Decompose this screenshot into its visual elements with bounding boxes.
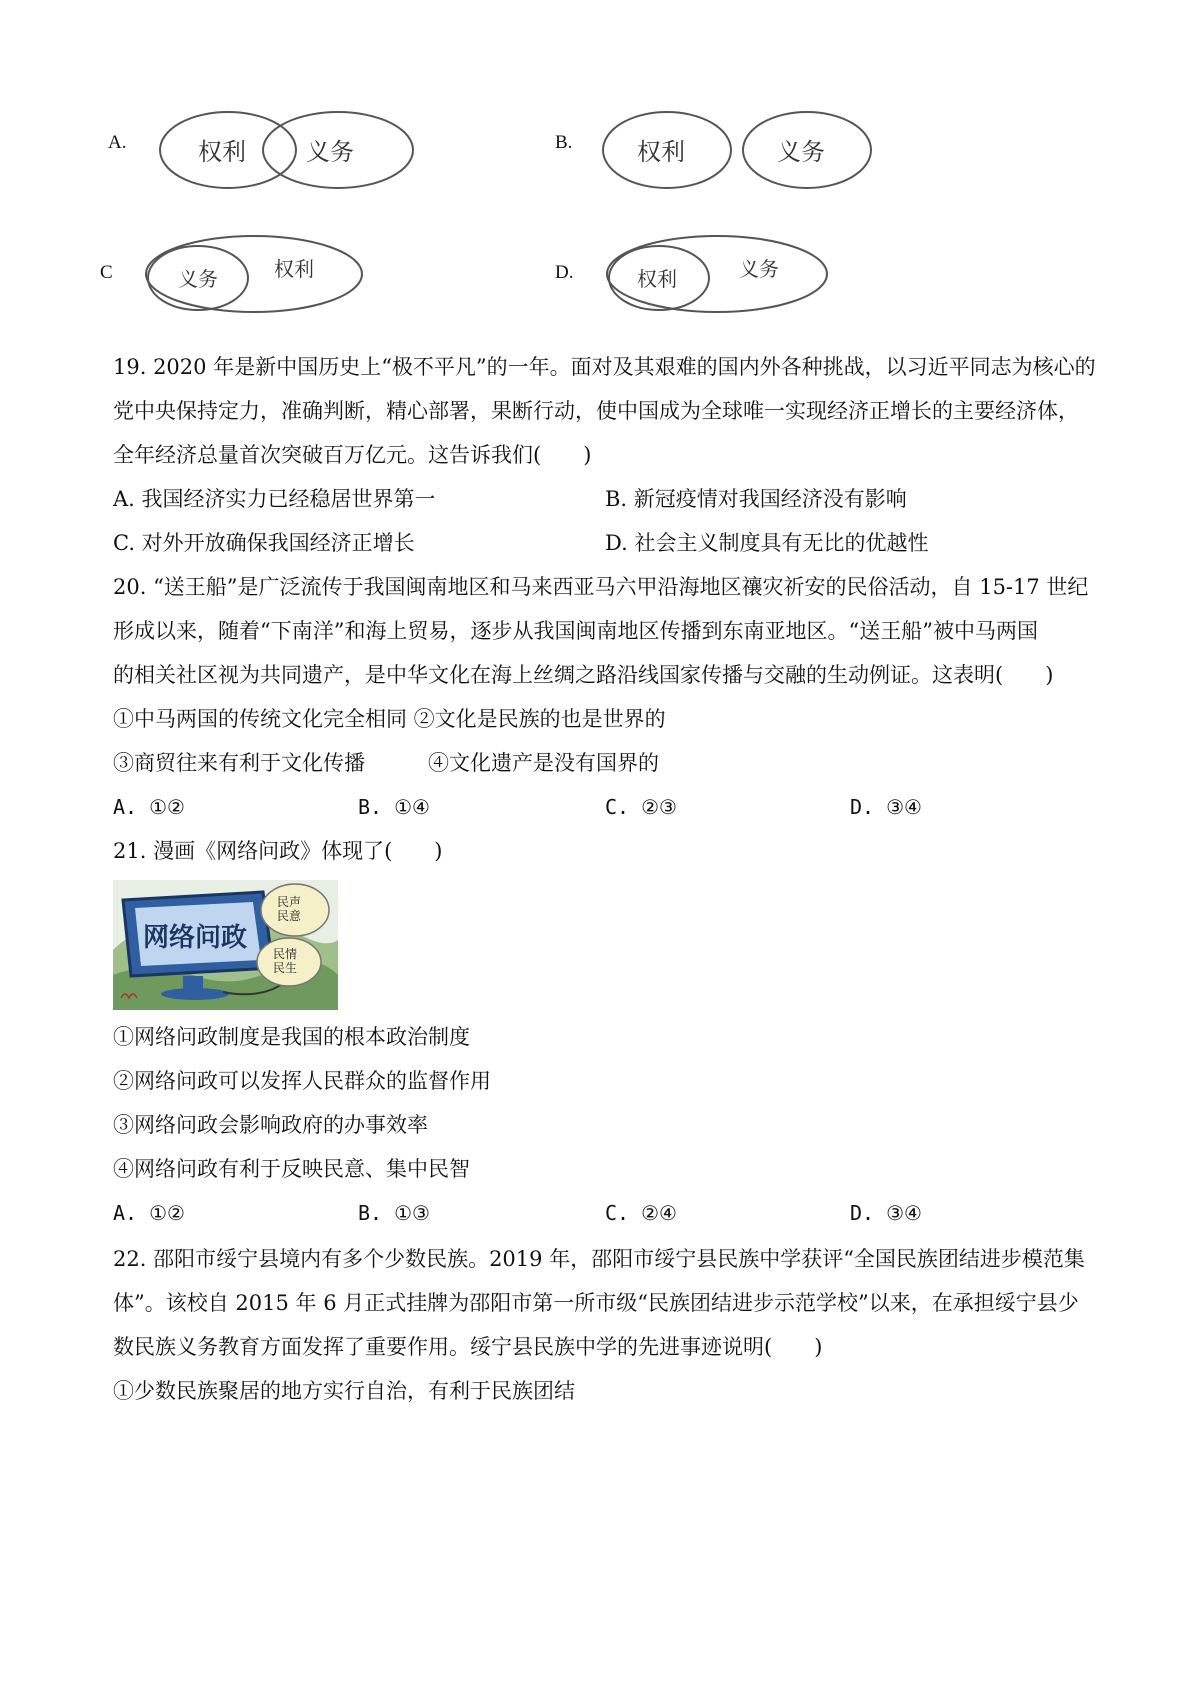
cartoon-screen-text: 网络问政 (143, 923, 248, 953)
q19-option-a: A. 我国经济实力已经稳居世界第一 (113, 487, 436, 511)
q22-statement: ①少数民族聚居的地方实行自治，有利于民族团结 (113, 1379, 575, 1403)
q20-option-b: B. ①④ (358, 795, 430, 819)
venn-label: 义务 (739, 257, 779, 281)
venn-label: 权利 (637, 138, 685, 166)
venn-diagram-overlap (148, 108, 448, 198)
option-letter: D. (555, 262, 574, 283)
q21-statement: ④网络问政有利于反映民意、集中民智 (113, 1157, 470, 1181)
cartoon-bubble-1: 民声民意 (277, 895, 302, 923)
q20-statements-line: ③商贸往来有利于文化传播 ④文化遗产是没有国界的 (113, 751, 659, 775)
q19-option-c: C. 对外开放确保我国经济正增长 (113, 531, 415, 555)
option-letter: C (100, 262, 113, 283)
q20-option-c: C. ②③ (605, 795, 677, 819)
cartoon-bubble-2: 民情民生 (273, 947, 298, 975)
q19-stem-line: 19. 2020 年是新中国历史上“极不平凡”的一年。面对及其艰难的国内外各种挑战，以习近平同志为核心的 (113, 355, 1096, 379)
venn-diagram-separate (595, 108, 925, 198)
venn-diagram-contained (142, 230, 402, 320)
q20-statements-line: ①中马两国的传统文化完全相同 ②文化是民族的也是世界的 (113, 707, 666, 731)
option-letter: A. (108, 132, 127, 153)
q19-stem-line: 全年经济总量首次突破百万亿元。这告诉我们( ) (113, 443, 592, 467)
q21-option-d: D. ③④ (850, 1201, 922, 1225)
q21-option-c: C. ②④ (605, 1201, 677, 1225)
q19-option-b: B. 新冠疫情对我国经济没有影响 (605, 487, 907, 511)
q22-stem-line: 22. 邵阳市绥宁县境内有多个少数民族。2019 年，邵阳市绥宁县民族中学获评“全国民族团结进步模范集 (113, 1247, 1085, 1271)
q21-statement: ①网络问政制度是我国的根本政治制度 (113, 1025, 470, 1049)
venn-label: 权利 (198, 138, 246, 166)
venn-label: 权利 (637, 267, 677, 291)
q21-statement: ②网络问政可以发挥人民群众的监督作用 (113, 1069, 491, 1093)
q21-option-a: A. ①② (113, 1201, 185, 1225)
q21-statement: ③网络问政会影响政府的办事效率 (113, 1113, 428, 1137)
venn-label: 义务 (777, 138, 825, 166)
q20-stem-line: 20. “送王船”是广泛流传于我国闽南地区和马来西亚马六甲沿海地区禳灾祈安的民俗活动，自 15-17 世纪 (113, 575, 1089, 599)
option-letter: B. (555, 132, 573, 153)
venn-label: 权利 (274, 257, 314, 281)
venn-label: 义务 (306, 138, 354, 166)
venn-diagram-contained (603, 230, 853, 320)
q20-option-d: D. ③④ (850, 795, 922, 819)
q20-stem-line: 的相关社区视为共同遗产，是中华文化在海上丝绸之路沿线国家传播与交融的生动例证。这表明( ) (113, 663, 1054, 687)
q22-stem-line: 体”。该校自 2015 年 6 月正式挂牌为邵阳市第一所市级“民族团结进步示范学校”以来，在承担绥宁县少 (113, 1291, 1079, 1315)
q20-option-a: A. ①② (113, 795, 185, 819)
q19-option-d: D. 社会主义制度具有无比的优越性 (605, 531, 929, 555)
q19-stem-line: 党中央保持定力，准确判断，精心部署，果断行动，使中国成为全球唯一实现经济正增长的主要经济体， (113, 399, 1079, 423)
q20-stem-line: 形成以来，随着“下南洋”和海上贸易，逐步从我国闽南地区传播到东南亚地区。“送王船”被中马两国 (113, 619, 1038, 643)
venn-label: 义务 (178, 267, 218, 291)
q22-stem-line: 数民族义务教育方面发挥了重要作用。绥宁县民族中学的先进事迹说明( ) (113, 1335, 823, 1359)
q21-stem: 21. 漫画《网络问政》体现了( ) (113, 839, 443, 863)
q21-option-b: B. ①③ (358, 1201, 430, 1225)
cartoon-image (113, 880, 338, 1010)
